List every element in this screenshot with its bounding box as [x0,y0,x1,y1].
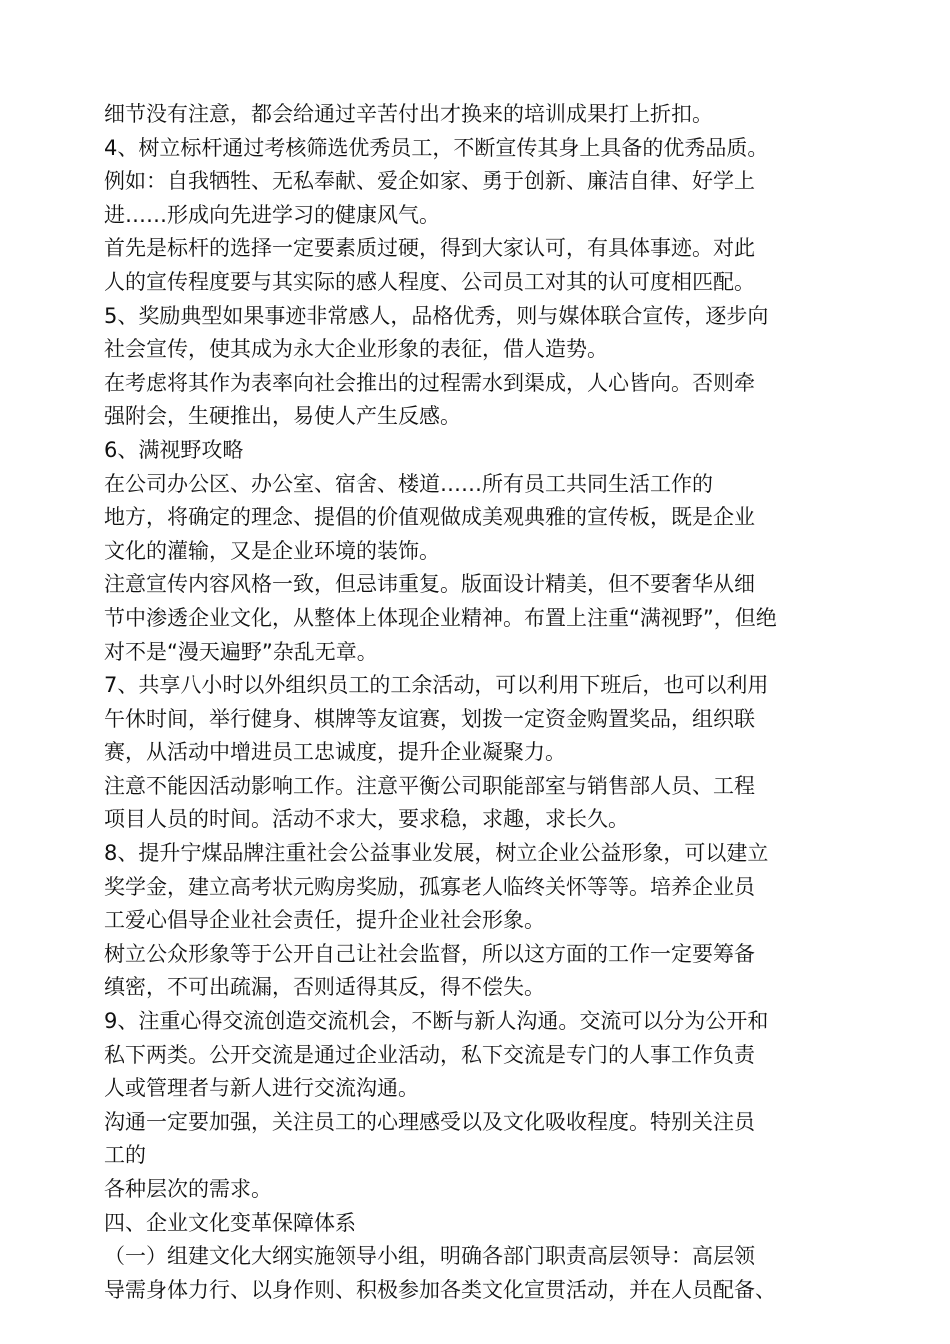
text-line: （一）组建文化大纲实施领导小组，明确各部门职责高层领导：高层领 [104,1244,755,1269]
text-line: 人的宣传程度要与其实际的感人程度、公司员工对其的认可度相匹配。 [104,269,755,294]
text-line: 树立公众形象等于公开自己让社会监督，所以这方面的工作一定要筹备 [104,941,755,966]
text-line: 注意不能因活动影响工作。注意平衡公司职能部室与销售部人员、工程 [104,773,755,798]
text-line: 各种层次的需求。 [104,1177,272,1201]
text-line: 强附会，生硬推出，易使人产生反感。 [104,404,461,429]
text-line: 在公司办公区、办公室、宿舍、楼道……所有员工共同生活工作的 [104,471,713,496]
text-line: 赛，从活动中增进员工忠诚度，提升企业凝聚力。 [104,740,566,765]
text-line: 注意宣传内容风格一致，但忌讳重复。版面设计精美，但不要奢华从细 [104,572,755,597]
text-line: 在考虑将其作为表率向社会推出的过程需水到渠成，人心皆向。否则牵 [104,370,755,395]
text-line: 对不是“漫天遍野”杂乱无章。 [104,639,378,664]
text-line: 7、共享八小时以外组织员工的工余活动，可以利用下班后，也可以利用 [104,673,769,698]
document-body [104,98,864,1307]
text-line: 导需身体力行、以身作则、积极参加各类文化宣贯活动，并在人员配备、 [104,1277,776,1302]
text-line: 沟通一定要加强，关注员工的心理感受以及文化吸收程度。特别关注员 [104,1109,755,1134]
text-line: 工的 [104,1143,146,1168]
text-line: 6、满视野攻略 [104,437,244,462]
text-line: 人或管理者与新人进行交流沟通。 [104,1076,419,1101]
text-line: 工爱心倡导企业社会责任，提升企业社会形象。 [104,908,545,933]
text-line: 首先是标杆的选择一定要素质过硬，得到大家认可，有具体事迹。对此 [104,236,755,261]
text-line: 5、奖励典型如果事迹非常感人，品格优秀，则与媒体联合宣传，逐步向 [104,303,769,328]
text-line: 4、树立标杆通过考核筛选优秀员工，不断宣传其身上具备的优秀品质。 [104,135,769,160]
text-line: 缜密，不可出疏漏，否则适得其反，得不偿失。 [104,975,545,1000]
text-line: 私下两类。公开交流是通过企业活动，私下交流是专门的人事工作负责 [104,1042,755,1067]
text-line: 节中渗透企业文化，从整体上体现企业精神。布置上注重“满视野”，但绝 [104,605,777,630]
text-line: 四、企业文化变革保障体系 [104,1210,356,1235]
text-line: 例如：自我牺牲、无私奉献、爱企如家、勇于创新、廉洁自律、好学上 [104,169,755,194]
text-line: 文化的灌输，又是企业环境的装饰。 [104,538,440,563]
text-line: 社会宣传，使其成为永大企业形象的表征，借人造势。 [104,337,608,362]
text-line: 进……形成向先进学习的健康风气。 [104,202,440,227]
text-line: 项目人员的时间。活动不求大，要求稳，求趣，求长久。 [104,807,629,832]
text-line: 午休时间，举行健身、棋牌等友谊赛，划拨一定资金购置奖品，组织联 [104,706,755,731]
text-line: 8、提升宁煤品牌注重社会公益事业发展，树立企业公益形象，可以建立 [104,841,769,866]
text-line: 奖学金，建立高考状元购房奖励，孤寡老人临终关怀等等。培养企业员 [104,874,755,899]
text-line: 9、注重心得交流创造交流机会，不断与新人沟通。交流可以分为公开和 [104,1009,769,1034]
text-line: 地方，将确定的理念、提倡的价值观做成美观典雅的宣传板，既是企业 [104,505,755,530]
text-line: 细节没有注意，都会给通过辛苦付出才换来的培训成果打上折扣。 [104,102,713,126]
